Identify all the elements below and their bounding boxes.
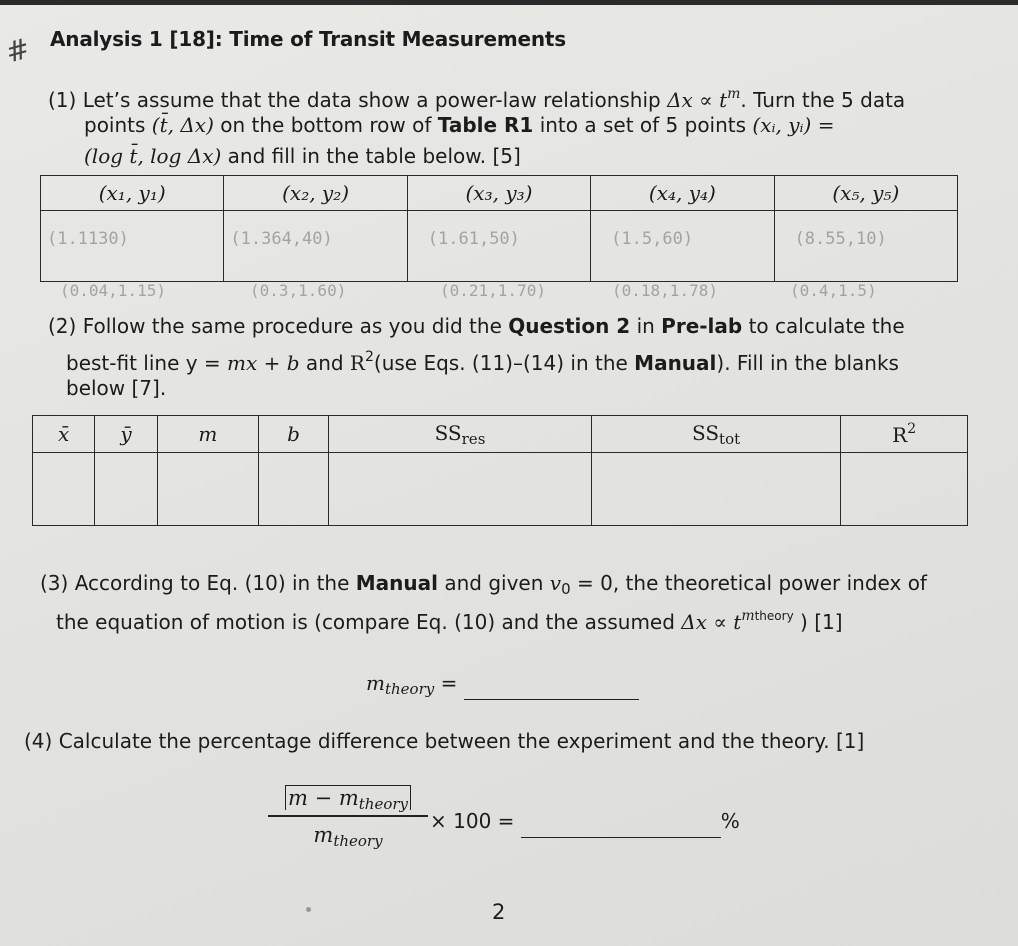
margin-hash-mark: # <box>2 31 34 70</box>
page-title: Analysis 1 [18]: Time of Transit Measurements <box>50 27 566 51</box>
fit-entry-ssres[interactable] <box>329 453 592 526</box>
fit-header-ssres: $SS_{res}$ <box>329 416 592 453</box>
handwritten-erased-note: (0.04,1.15) <box>60 281 166 300</box>
fit-entry-sstot[interactable] <box>591 453 840 526</box>
fit-entry-ybar[interactable] <box>95 453 157 526</box>
fit-results-table <box>32 415 968 526</box>
q2-line1: (2) Follow the same procedure as you did the Question 2 in Pre-lab to calculate the <box>48 314 905 338</box>
fit-entry-m[interactable] <box>157 453 258 526</box>
handwritten-erased-note: (1.1130) <box>47 229 129 249</box>
handwritten-erased-note: (1.5,60) <box>611 229 694 249</box>
points-table-entry-row <box>41 211 958 282</box>
fit-entry-r2[interactable] <box>841 453 968 526</box>
percent-difference-answer-blank[interactable] <box>521 806 721 838</box>
points-entry-cell[interactable] <box>224 211 407 282</box>
q4-line: (4) Calculate the percentage difference between the experiment and the theory. [1] <box>24 729 865 753</box>
q3-line1: (3) According to Eq. (10) in the Manual and given $v_0 = 0$, the theoretical power index of <box>40 571 927 598</box>
m-theory-equation: $m_{theory}$ = <box>366 668 639 705</box>
points-header: (x₅, y₅) <box>774 176 957 211</box>
fit-entry-xbar[interactable] <box>33 453 95 526</box>
fit-header-b: b <box>259 416 329 453</box>
points-table <box>40 175 958 282</box>
handwritten-erased-note: (1.364,40) <box>230 229 333 249</box>
fraction-numerator: $m - m_{theory}$ <box>268 786 428 815</box>
points-header: (x₂, y₂) <box>224 176 407 211</box>
q1-line1: (1) Let’s assume that the data show a power-law relationship $\Delta x \propto t^m$. Turn the 5 data <box>48 86 906 112</box>
q3-line2: the equation of motion is (compare Eq. (10) and the assumed $\Delta x \propto t^{mtheory}$ ) [1] <box>56 608 843 634</box>
handwritten-erased-note: (8.55,10) <box>794 229 887 249</box>
pen-mark <box>306 907 311 912</box>
handwritten-erased-note: (0.21,1.70) <box>440 281 546 300</box>
fit-header-r2: $R^2$ <box>841 416 968 453</box>
fit-header-ybar: ȳ <box>95 416 157 453</box>
handwritten-erased-note: (0.3,1.60) <box>250 281 347 300</box>
points-entry-cell[interactable] <box>591 211 774 282</box>
q2-line2: best-fit line y = mx + b and $R^2(use$ Eqs. (11)–(14) in the Manual). Fill in the blanks <box>66 349 899 375</box>
points-entry-cell[interactable] <box>41 211 224 282</box>
q2-line3: below [7]. <box>66 376 167 400</box>
top-rule <box>0 0 1018 5</box>
handwritten-erased-note: (0.4,1.5) <box>790 281 877 300</box>
handwritten-erased-note: (1.61,50) <box>427 229 520 249</box>
percent-difference-rhs: × 100 = % <box>430 806 740 838</box>
fit-header-xbar: x̄ <box>33 416 95 453</box>
handwritten-erased-note: (0.18,1.78) <box>612 281 718 300</box>
points-table-header-row <box>41 176 958 211</box>
points-entry-cell[interactable] <box>774 211 957 282</box>
fit-entry-b[interactable] <box>259 453 329 526</box>
points-header: (x₄, y₄) <box>591 176 774 211</box>
m-theory-answer-blank[interactable] <box>464 668 639 700</box>
fit-header-sstot: $SS_{tot}$ <box>591 416 840 453</box>
page-number: 2 <box>492 900 506 924</box>
q1-line2: points (t̄, Δx) on the bottom row of Table R1 into a set of 5 points (xᵢ, yᵢ) = <box>84 113 835 137</box>
points-entry-cell[interactable] <box>407 211 590 282</box>
fit-results-header-row <box>33 416 968 453</box>
fit-header-m: m <box>157 416 258 453</box>
fit-results-entry-row <box>33 453 968 526</box>
points-header: (x₁, y₁) <box>41 176 224 211</box>
points-header: (x₃, y₃) <box>407 176 590 211</box>
percent-difference-fraction <box>268 786 428 850</box>
fraction-denominator: $m_{theory}$ <box>313 822 383 850</box>
q1-line3: (log t̄, log Δx) and fill in the table below. [5] <box>84 144 521 168</box>
